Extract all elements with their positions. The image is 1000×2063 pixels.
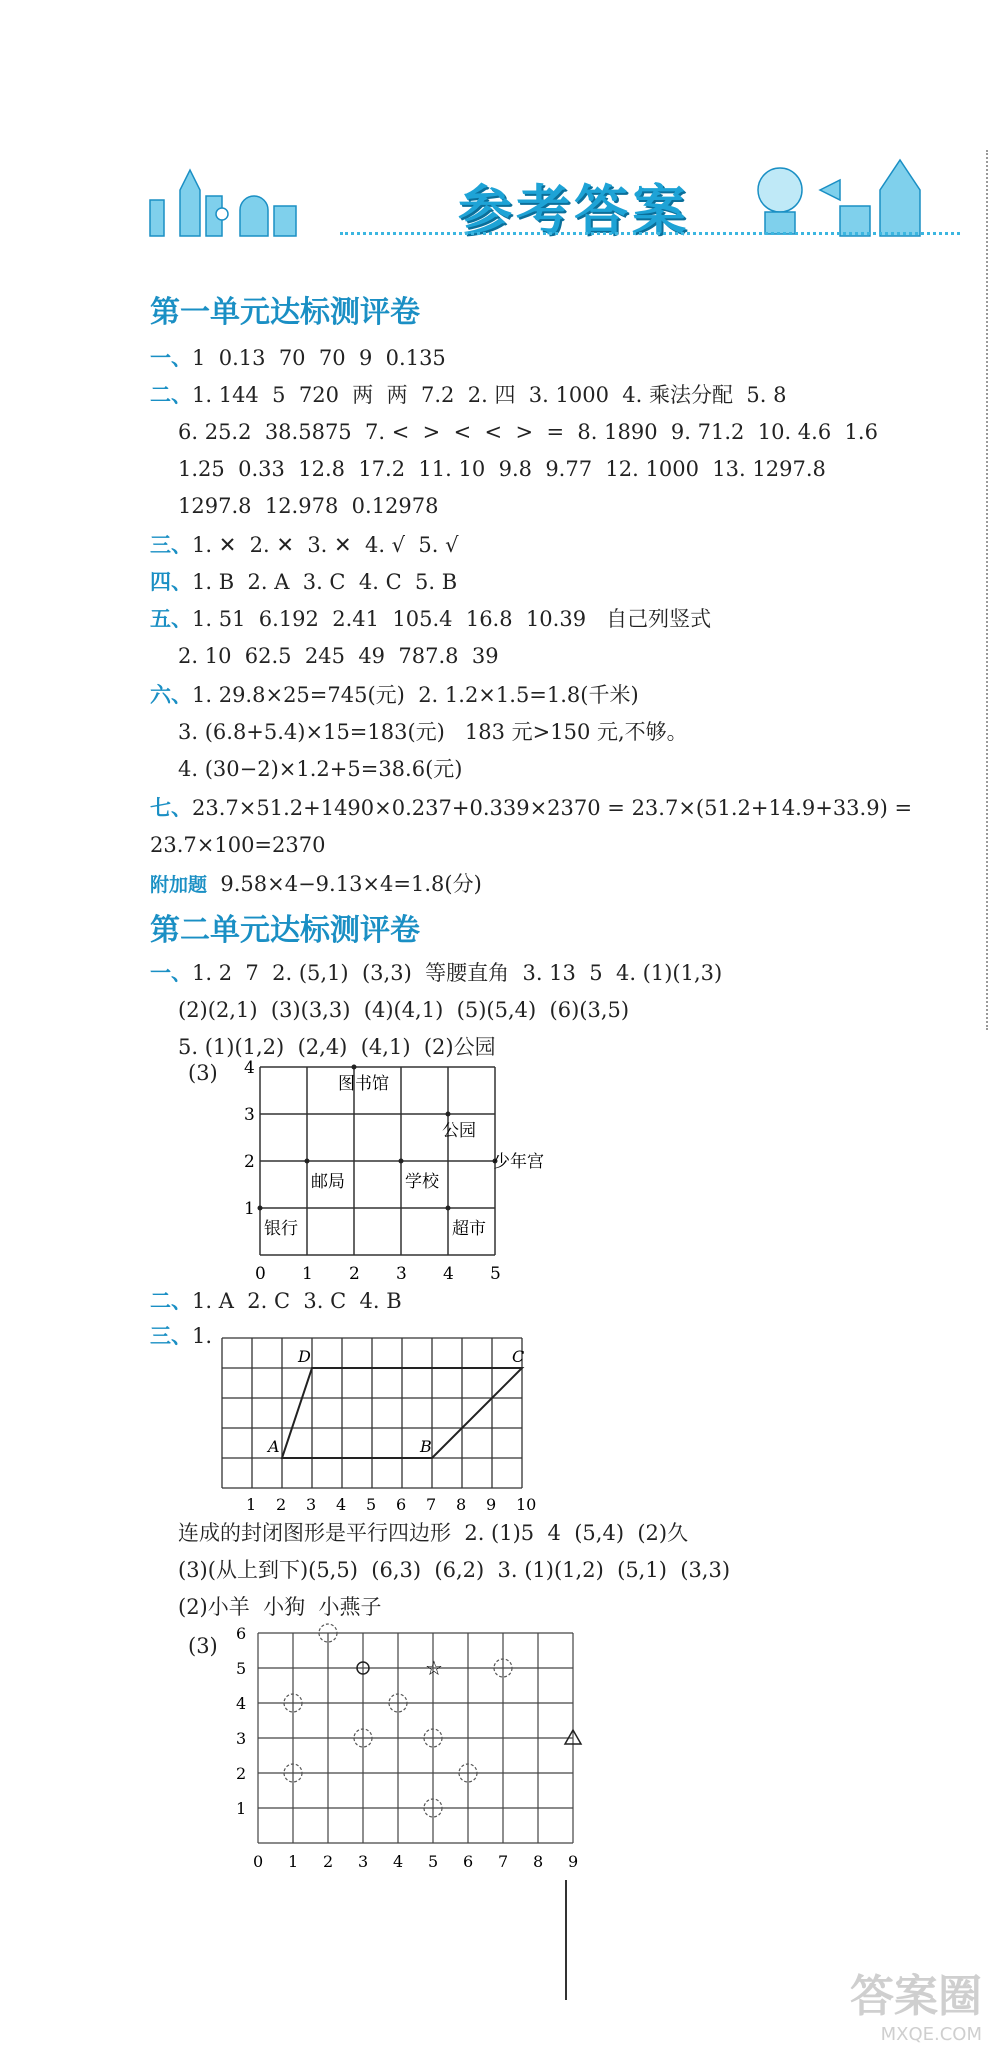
y-tick-label [200,1343,220,1373]
x-tick-label: 0 [253,1852,264,1871]
y-tick-label [200,1463,220,1493]
x-tick-label: 2 [349,1264,360,1284]
x-tick-label: 1 [288,1852,299,1871]
x-tick-label: 3 [306,1495,317,1514]
unit1-q6-line1 [150,677,639,714]
unit1-q4 [150,564,457,601]
place-point [446,1112,451,1117]
unit2-title: 第二单元达标测评卷 [150,913,420,948]
unit1-q2-line3: 1.25 0.33 12.8 17.2 11. 10 9.8 9.77 12. 1000 13. 1297.8 [178,457,826,481]
x-tick-label: 8 [456,1495,467,1514]
x-tick-label: 4 [336,1495,347,1514]
x-tick-label: 5 [490,1264,501,1284]
place-label: 公园 [442,1121,476,1141]
y-tick-label: 3 [236,1729,247,1748]
y-tick-label: 2 [236,1764,247,1783]
x-tick-label: 0 [255,1264,266,1284]
x-tick-label: 6 [396,1495,407,1514]
x-tick-label: 9 [486,1495,497,1514]
answer-text: 23.7×51.2+1490×0.237+0.339×2370 = 23.7×(51.2+14.9+33.9) = [192,796,913,820]
unit2-q1-sub3: (3) [188,1061,218,1085]
y-tick-label [200,1313,220,1343]
x-tick-label: 1 [302,1264,313,1284]
unit2-q1-line1 [150,955,722,992]
place-point [305,1159,310,1164]
y-tick-label: 4 [244,1058,255,1078]
unit1-q6-line2: 3. (6.8+5.4)×15=183(元) 183 元>150 元,不够。 [178,720,688,744]
x-tick-label: 5 [428,1852,439,1871]
y-tick-label: 1 [244,1199,255,1219]
unit1-q2-line2: 6. 25.2 38.5875 7. < > < < > = 8. 1890 9. 71.2 10. 4.6 1.6 [178,420,878,444]
unit1-q2-line1 [150,377,786,414]
unit1-q7-line1 [150,790,912,827]
answer-text: 1. 2 7 2. (5,1) (3,3) 等腰直角 3. 13 5 4. (1)(1,3) [192,961,723,985]
star-icon: ☆ [425,1656,443,1680]
unit1-q3 [150,527,459,564]
unit1-title: 第一单元达标测评卷 [150,295,420,330]
unit1-q5-line2: 2. 10 62.5 245 49 787.8 39 [178,644,499,668]
place-point [399,1159,404,1164]
q-mark: 三、 [150,533,192,557]
x-tick-label: 6 [463,1852,474,1871]
unit1-q7-line2: 23.7×100=2370 [150,833,326,857]
q-mark: 三、 [150,1324,192,1348]
x-tick-label: 10 [516,1495,537,1514]
place-label: 图书馆 [338,1074,389,1094]
y-tick-label [200,1433,220,1463]
unit2-q3-line1: 连成的封闭图形是平行四边形 2. (1)5 4 (5,4) (2)久 [178,1521,689,1545]
answer-text: 1. 51 6.192 2.41 105.4 16.8 10.39 自己列竖式 [192,607,712,631]
q-mark: 四、 [150,570,192,594]
place-label: 学校 [405,1172,439,1192]
watermark-logo: 答案圈 [850,1971,982,2022]
coordinate-map-grid [240,1055,544,1285]
watermark-url: MXQE.COM [880,2024,982,2045]
y-tick-label: 6 [236,1624,247,1643]
unit2-q1-line3: 5. (1)(1,2) (2,4) (4,1) (2)公园 [178,1035,496,1059]
vertex-label: A [268,1437,280,1456]
y-tick-label: 1 [236,1799,247,1818]
place-label: 邮局 [311,1172,345,1192]
unit1-extra [150,866,482,904]
x-tick-label: 4 [393,1852,404,1871]
parallelogram-grid [222,1318,562,1518]
x-tick-label: 5 [366,1495,377,1514]
q-mark: 六、 [150,683,192,707]
answer-text: 1. ✕ 2. ✕ 3. ✕ 4. √ 5. √ [192,533,459,557]
unit2-q3-line2: (3)(从上到下)(5,5) (6,3) (6,2) 3. (1)(1,2) (5,1) (3,3) [178,1558,731,1582]
q-mark: 五、 [150,607,192,631]
x-tick-label: 1 [246,1495,257,1514]
unit2-q3-line3: (2)小羊 小狗 小燕子 [178,1595,382,1619]
page-edge-line [986,150,988,1030]
answer-text: 1. 144 5 720 两 两 7.2 2. 四 3. 1000 4. 乘法分配 5. 8 [192,383,787,407]
unit1-q2-line4: 1297.8 12.978 0.12978 [178,494,439,518]
place-label: 超市 [452,1219,486,1239]
watermark [850,1960,982,2045]
grid2-y-labels [200,1313,220,1493]
x-tick-label: 3 [396,1264,407,1284]
y-tick-label: 3 [244,1105,255,1125]
x-tick-label: 7 [426,1495,437,1514]
unit2-q3-sub3: (3) [188,1634,218,1658]
x-tick-label: 8 [533,1852,544,1871]
answer-text: 1. 29.8×25=745(元) 2. 1.2×1.5=1.8(千米) [192,683,639,707]
x-tick-label: 2 [276,1495,287,1514]
place-point [352,1065,357,1070]
unit1-q1 [150,340,446,377]
x-tick-label: 9 [568,1852,579,1871]
answer-text: 1. [192,1324,213,1348]
answer-text: 9.58×4−9.13×4=1.8(分) [207,872,482,896]
extra-mark: 附加题 [150,874,208,896]
place-label: 少年宫 [493,1152,544,1172]
place-point [446,1206,451,1211]
vertex-label: D [298,1347,311,1366]
y-tick-label [200,1403,220,1433]
title-divider [340,232,960,245]
unit2-q2 [150,1283,402,1320]
unit1-q6-line3: 4. (30−2)×1.2+5=38.6(元) [178,757,463,781]
q-mark: 二、 [150,1289,192,1313]
place-point [258,1206,263,1211]
unit1-q5-line1 [150,601,711,638]
vertex-label: B [420,1437,432,1456]
y-tick-label: 4 [236,1694,247,1713]
answer-text: 1. B 2. A 3. C 4. C 5. B [192,570,458,594]
answer-text: 1 0.13 70 70 9 0.135 [192,346,446,370]
y-tick-label [200,1373,220,1403]
place-label: 银行 [264,1219,298,1239]
q-mark: 一、 [150,346,192,370]
x-tick-label: 3 [358,1852,369,1871]
q-mark: 七、 [150,796,192,820]
unit2-q1-line2: (2)(2,1) (3)(3,3) (4)(4,1) (5)(5,4) (6)(3,5) [178,998,630,1022]
page-title: 参考答案 [458,179,690,242]
y-tick-label: 5 [236,1659,247,1678]
x-tick-label: 2 [323,1852,334,1871]
answer-text: 1. A 2. C 3. C 4. B [192,1289,402,1313]
q-mark: 二、 [150,383,192,407]
animal-position-grid [230,1624,600,1878]
y-tick-label: 2 [244,1152,255,1172]
x-tick-label: 4 [443,1264,454,1284]
vertex-label: C [512,1347,525,1366]
q-mark: 一、 [150,961,192,985]
x-tick-label: 7 [498,1852,509,1871]
binding-mark [565,1880,567,2000]
